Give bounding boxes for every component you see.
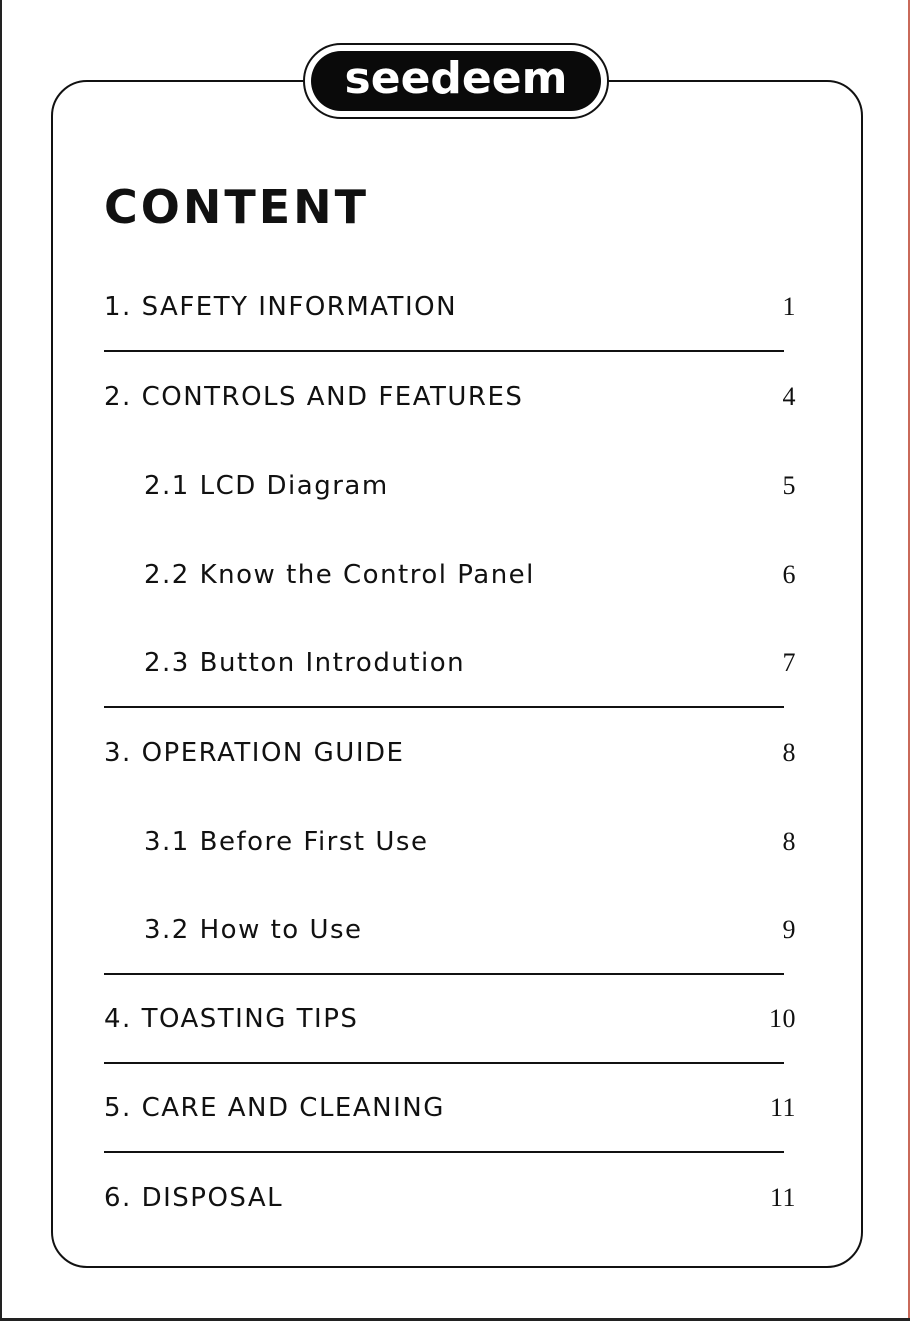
toc-entry-label: 3. OPERATION GUIDE: [104, 737, 405, 768]
toc-entry-label: 3.1 Before First Use: [144, 826, 429, 857]
toc-entry-label: 2.1 LCD Diagram: [144, 470, 389, 501]
toc-entry-control-panel[interactable]: [104, 530, 796, 619]
toc-entry-label: 3.2 How to Use: [144, 914, 363, 945]
toc-entry-page-number: 8: [782, 826, 796, 856]
table-of-contents: [104, 263, 796, 1242]
toc-entry-page-number: 6: [782, 559, 796, 589]
toc-entry-care-and-cleaning[interactable]: [104, 1064, 796, 1153]
toc-entry-toasting-tips[interactable]: [104, 975, 796, 1064]
toc-entry-safety-information[interactable]: [104, 263, 796, 352]
toc-entry-page-number: 5: [782, 470, 796, 500]
toc-entry-label: 4. TOASTING TIPS: [104, 1003, 359, 1034]
toc-entry-page-number: 11: [769, 1182, 796, 1212]
toc-entry-label: 2.3 Button Introdution: [144, 647, 466, 678]
toc-entry-how-to-use[interactable]: [104, 886, 796, 975]
toc-entry-label: 2.2 Know the Control Panel: [144, 559, 535, 590]
page-edge-left: [0, 0, 2, 1321]
toc-entry-page-number: 7: [782, 647, 796, 677]
page-title: CONTENT: [104, 180, 370, 234]
brand-logo-text: seedeem: [344, 53, 568, 104]
toc-entry-page-number: 1: [782, 291, 796, 321]
toc-entry-page-number: 8: [782, 737, 796, 767]
brand-logo-badge: [311, 51, 601, 111]
toc-entry-page-number: 10: [769, 1003, 796, 1033]
toc-entry-label: 5. CARE AND CLEANING: [104, 1092, 445, 1123]
toc-entry-label: 2. CONTROLS AND FEATURES: [104, 381, 524, 412]
toc-entry-label: 1. SAFETY INFORMATION: [104, 291, 458, 322]
toc-entry-label: 6. DISPOSAL: [104, 1182, 284, 1213]
toc-entry-page-number: 4: [782, 381, 796, 411]
toc-entry-controls-and-features[interactable]: [104, 352, 796, 441]
brand-logo: [303, 43, 609, 119]
toc-entry-page-number: 9: [782, 914, 796, 944]
toc-entry-before-first-use[interactable]: [104, 797, 796, 886]
toc-entry-lcd-diagram[interactable]: [104, 441, 796, 530]
toc-entry-page-number: 11: [769, 1092, 796, 1122]
toc-entry-operation-guide[interactable]: [104, 708, 796, 797]
toc-entry-disposal[interactable]: [104, 1153, 796, 1242]
toc-entry-button-introdution[interactable]: [104, 619, 796, 708]
